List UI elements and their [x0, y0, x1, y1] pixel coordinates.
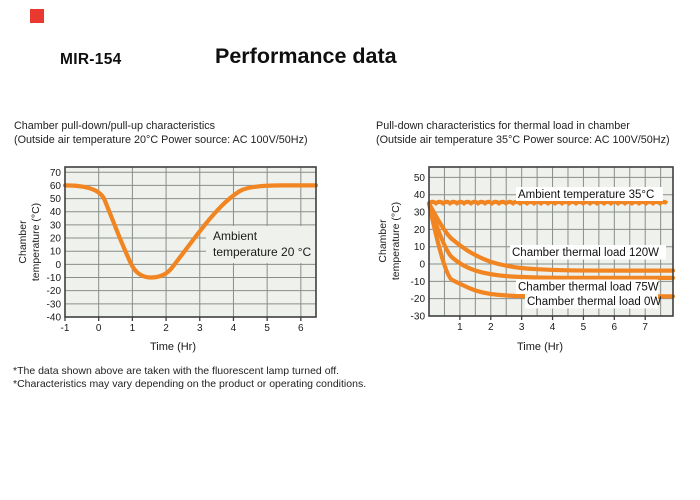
x-tick-label: 6 — [298, 323, 304, 334]
thermal-load-chart — [370, 160, 690, 360]
y-tick-label: 70 — [49, 167, 61, 179]
series-label: Chamber thermal load 0W — [527, 296, 662, 308]
y-tick-label: 0 — [419, 259, 425, 271]
x-tick-label: 4 — [230, 323, 237, 334]
y-tick-label: -30 — [410, 311, 425, 323]
footnotes — [13, 365, 366, 391]
y-tick-label: 30 — [49, 220, 61, 232]
series-label: Chamber thermal load 75W — [518, 281, 659, 294]
left-chart-title-block — [14, 120, 308, 147]
y-axis-label: Chambertemperature (°C) — [377, 201, 402, 281]
x-tick-label: 1 — [457, 322, 463, 333]
x-tick-label: 3 — [196, 323, 203, 334]
x-axis-label: Time (Hr) — [149, 341, 197, 353]
y-tick-label: 40 — [413, 190, 425, 202]
left-chart-subtitle: (Outside air temperature 20°C Power source: AC 100V/50Hz) — [14, 133, 308, 146]
y-tick-label: 10 — [49, 246, 61, 258]
y-tick-label: 60 — [49, 180, 61, 192]
x-tick-label: 5 — [580, 322, 587, 333]
series-label: Chamber thermal load 120W — [512, 247, 660, 259]
y-tick-label: 40 — [49, 207, 61, 219]
annotation-text: Ambient — [213, 229, 258, 243]
red-marker — [30, 9, 44, 23]
series-wavy-ambient — [429, 202, 667, 204]
right-chart-title: Pull-down characteristics for thermal load in chamber — [376, 120, 630, 132]
y-tick-label: 50 — [49, 194, 61, 206]
y-tick-label: 30 — [413, 207, 425, 219]
footnote-2: *Characteristics may vary depending on the product or operating conditions. — [13, 378, 367, 391]
x-axis-label: Time (Hr) — [516, 341, 564, 353]
x-tick-label: 4 — [549, 322, 556, 333]
x-tick-label: -1 — [60, 323, 70, 334]
y-tick-label: -10 — [46, 273, 61, 285]
page-title: Performance data — [215, 44, 397, 68]
y-tick-label: -20 — [410, 294, 425, 306]
y-tick-label: 0 — [55, 259, 61, 271]
y-tick-label: 20 — [413, 224, 425, 236]
y-tick-label: -40 — [46, 312, 61, 324]
x-tick-label: 6 — [611, 322, 618, 333]
x-tick-label: 0 — [95, 323, 102, 334]
x-tick-label: 3 — [518, 322, 525, 333]
x-tick-label: 2 — [163, 323, 169, 334]
left-chart-title: Chamber pull-down/pull-up characteristics — [14, 120, 216, 132]
x-tick-label: 1 — [129, 323, 136, 334]
right-chart-subtitle: (Outside air temperature 35°C Power source: AC 100V/50Hz) — [376, 133, 670, 146]
y-axis-label: Chambertemperature (°C) — [17, 202, 42, 282]
model-number: MIR-154 — [60, 51, 122, 68]
footnote-1: *The data shown above are taken with the fluorescent lamp turned off. — [13, 365, 340, 377]
y-tick-label: 50 — [413, 172, 425, 184]
pulldown-pullup-chart — [10, 160, 340, 360]
x-tick-label: 5 — [264, 323, 270, 334]
annotation-text: temperature 20 °C — [213, 245, 312, 259]
series-label: Ambient temperature 35°C — [518, 189, 655, 201]
y-tick-label: -20 — [46, 286, 61, 298]
y-tick-label: -10 — [410, 276, 425, 288]
y-tick-label: 20 — [49, 233, 61, 245]
y-tick-label: -30 — [46, 299, 61, 311]
x-tick-label: 2 — [487, 322, 494, 333]
y-tick-label: 10 — [413, 242, 425, 254]
x-tick-label: 7 — [642, 322, 648, 333]
right-chart-title-block — [376, 120, 670, 147]
